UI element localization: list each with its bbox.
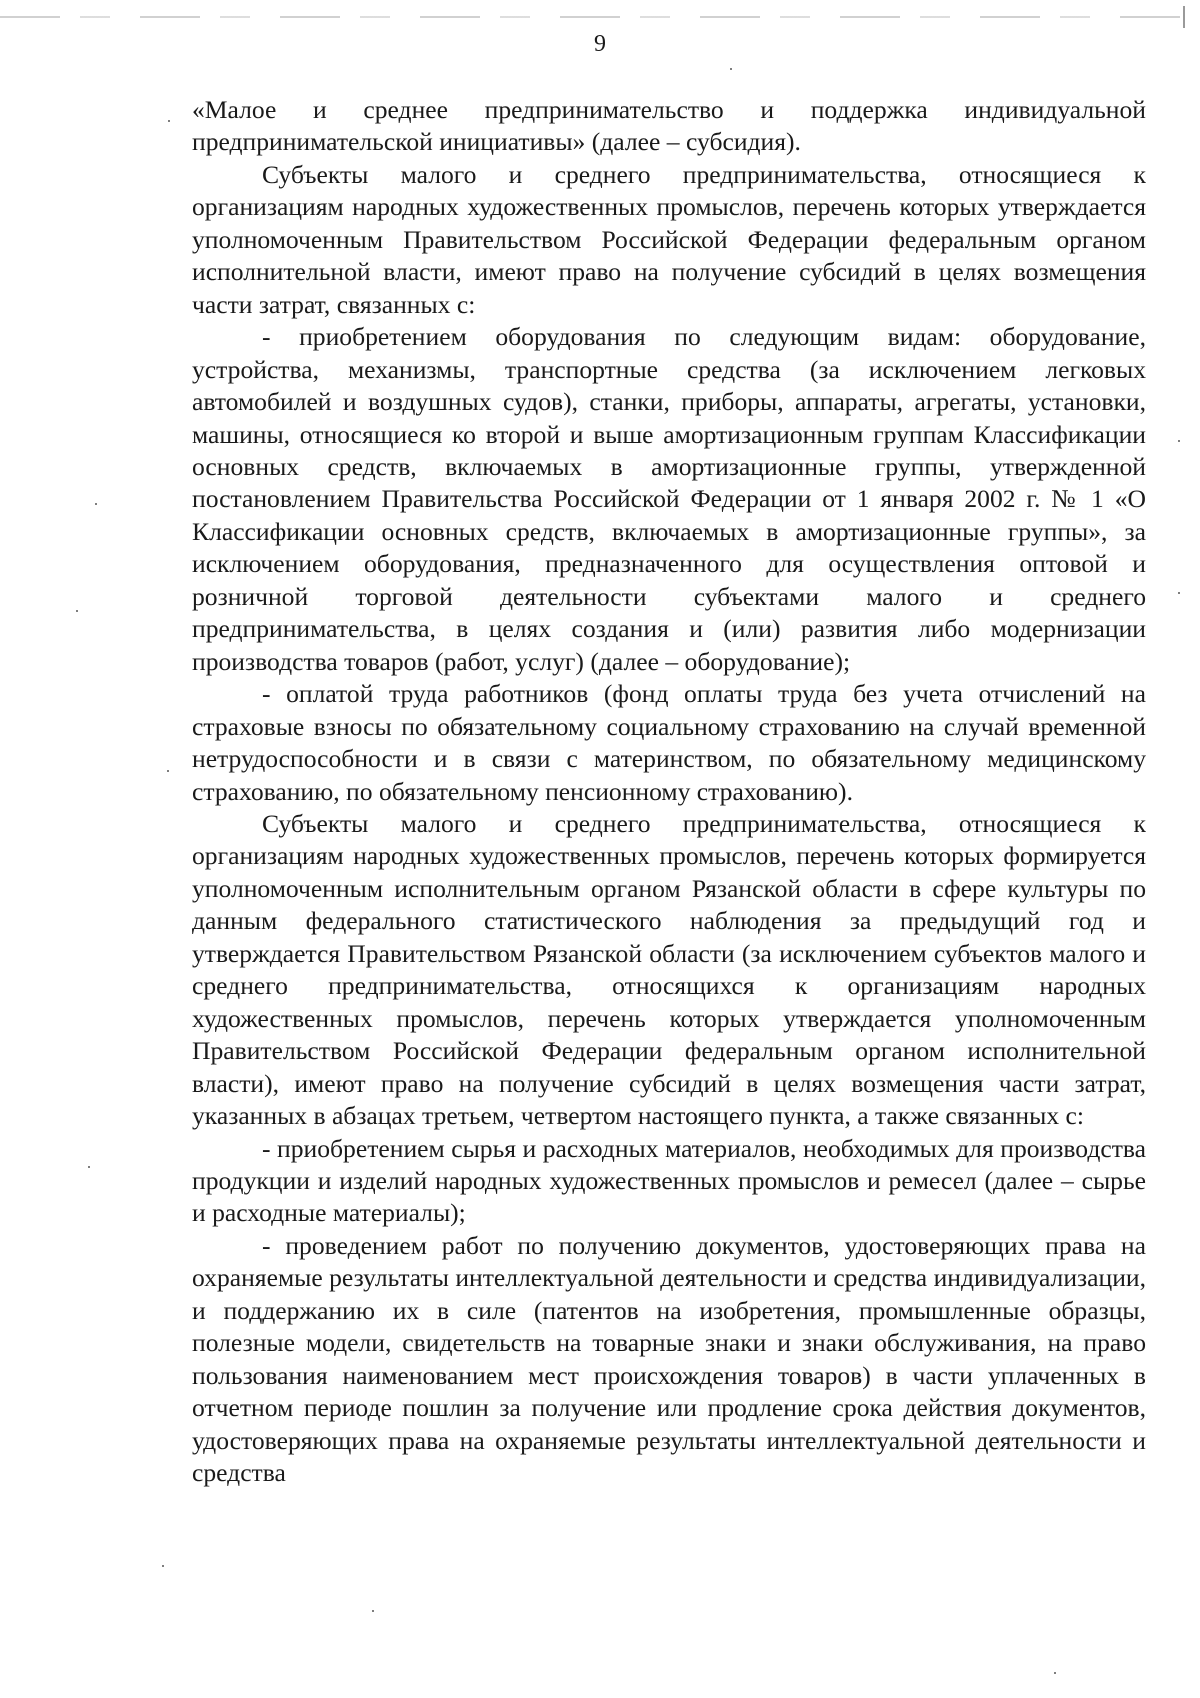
scan-speck [1054,1672,1056,1674]
scan-speck [1178,592,1180,594]
scan-speck [372,1610,374,1612]
scan-speck [730,68,732,70]
paragraph-7: - проведением работ по получению документов, удостоверяющих права на охраняемые результаты интеллектуальной деятельности и средства индивидуализации, и поддержанию их в силе (патентов на изобретения, промышленные образцы, полезные модели, свидетельств на товарные знаки и знаки обслуживания, на право пользования наименованием мест происхождения товаров) в части уплаченных в отчетном периоде пошлин за получение или продление срока действия документов, удостоверяющих права на охраняемые результаты интеллектуальной деятельности и средства [192,1230,1146,1488]
scan-edge-mark [1183,6,1185,28]
scan-speck [88,1166,90,1168]
paragraph-3: - приобретением оборудования по следующим видам: оборудование, устройства, механизмы, транспортные средства (за исключением легковых автомобилей и воздушных судов), станки, приборы, аппараты, агрегаты, установки, машины, относящиеся ко второй и выше амортизационным группам Классификации основных средств, включаемых в амортизационные группы, утвержденной постановлением Правительства Российской Федерации от 1 января 2002 г. № 1 «О Классификации основных средств, включаемых в амортизационные группы», за исключением оборудования, предназначенного для осуществления оптовой и розничной торговой деятельности субъектами малого и среднего предпринимательства, в целях создания и (или) развития либо модернизации производства товаров (работ, услуг) (далее – оборудование); [192,322,1146,676]
scan-speck [95,503,97,505]
scan-speck [1178,440,1180,442]
scan-speck [167,770,169,772]
paragraph-6: - приобретением сырья и расходных материалов, необходимых для производства продукции и изделий народных художественных промыслов и ремесел (далее – сырье и расходные материалы); [192,1133,1146,1228]
scan-speck [168,120,170,122]
scan-speck [162,1565,164,1567]
page-number: 9 [594,31,606,57]
document-body [192,94,1146,1489]
paragraph-2: Субъекты малого и среднего предпринимательства, относящиеся к организациям народных художественных промыслов, перечень которых утверждается уполномоченным Правительством Российской Федерации федеральным органом исполнительной власти, имеют право на получение субсидий в целях возмещения части затрат, связанных с: [192,159,1146,319]
scan-edge-artifact [0,16,1200,18]
paragraph-1: «Малое и среднее предпринимательство и поддержка индивидуальной предпринимательской инициативы» (далее – субсидия). [192,95,1146,157]
paragraph-4: - оплатой труда работников (фонд оплаты труда без учета отчислений на страховые взносы по обязательному социальному страхованию на случай временной нетрудоспособности и в связи с материнством, по обязательному медицинскому страхованию, по обязательному пенсионному страхованию). [192,679,1146,806]
scan-speck [76,610,78,612]
paragraph-5: Субъекты малого и среднего предпринимательства, относящиеся к организациям народных художественных промыслов, перечень которых формируется уполномоченным исполнительным органом Рязанской области в сфере культуры по данным федерального статистического наблюдения за предыдущий год и утверждается Правительством Рязанской области (за исключением субъектов малого и среднего предпринимательства, относящихся к организациям народных художественных промыслов, перечень которых утверждается уполномоченным Правительством Российской Федерации федеральным органом исполнительной власти), имеют право на получение субсидий в целях возмещения части затрат, указанных в абзацах третьем, четвертом настоящего пункта, а также связанных с: [192,808,1146,1131]
